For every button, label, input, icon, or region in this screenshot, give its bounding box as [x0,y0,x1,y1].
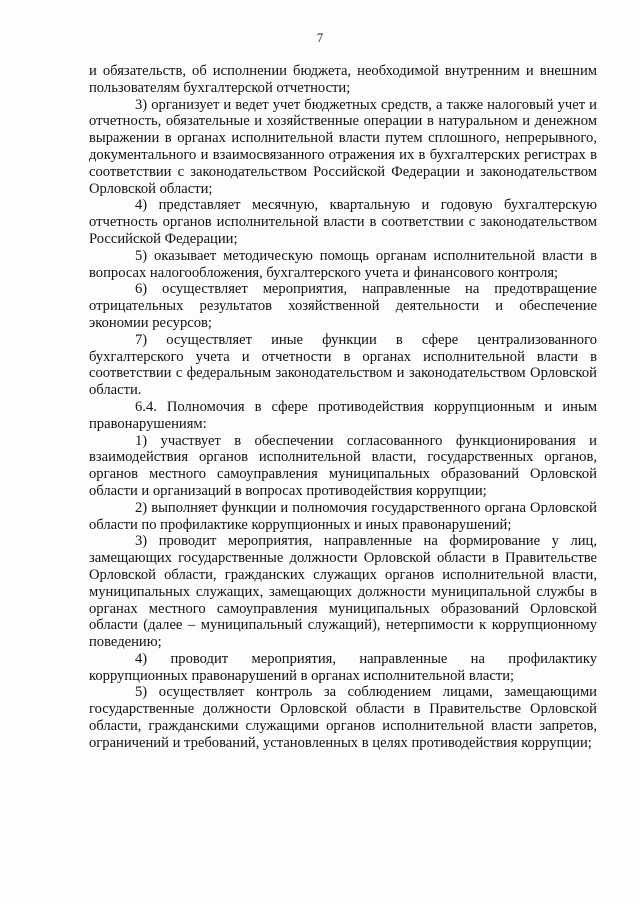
paragraph-6-4-item-1: 1) участвует в обеспечении согласованного функционирования и взаимодействия органов исполнительной власти, государственных органов, органов местного самоуправления муниципальных образований Орловской области и организаций в вопросах противодействия коррупции; [89,432,597,499]
page-number: 7 [316,30,324,45]
section-heading-6-4: 6.4. Полномочия в сфере противодействия коррупционным и иным правонарушениям: [89,398,597,432]
paragraph-item-6: 6) осуществляет мероприятия, направленные на предотвращение отрицательных результатов хозяйственной деятельности и обеспечение экономии ресурсов; [89,281,597,331]
document-body [89,63,597,752]
paragraph-continuation: и обязательств, об исполнении бюджета, необходимой внутренним и внешним пользователям бухгалтерской отчетности; [89,63,597,96]
paragraph-item-4: 4) представляет месячную, квартальную и годовую бухгалтерскую отчетность органов исполнительной власти в соответствии с законодательством Российской Федерации; [89,197,597,247]
paragraph-item-3: 3) организует и ведет учет бюджетных средств, а также налоговый учет и отчетность, обязательные и хозяйственные операции в натуральном и денежном выражении в органах исполнительной власти путем сплошного, непрерывного, документального и взаимосвязанного отражения их в бухгалтерских регистрах в соответствии с законодательством Российской Федерации и законодательством Орловской области; [89,96,597,197]
paragraph-6-4-item-5: 5) осуществляет контроль за соблюдением лицами, замещающими государственные должности Орловской области в Правительстве Орловской области, гражданскими служащими органов исполнительной власти запретов, ограничений и требований, установленных в целях противодействия коррупции; [89,684,597,751]
paragraph-item-5: 5) оказывает методическую помощь органам исполнительной власти в вопросах налогообложения, бухгалтерского учета и финансового контроля; [89,247,597,281]
paragraph-6-4-item-3: 3) проводит мероприятия, направленные на формирование у лиц, замещающих государственные должности Орловской области в Правительстве Орловской области, гражданских служащих органов исполнительной власти, муниципальных служащих, замещающих должности муниципальной службы в органах местного самоуправления муниципальных образований Орловской области (далее – муниципальный служащий), нетерпимости к коррупционному поведению; [89,533,597,651]
paragraph-item-7: 7) осуществляет иные функции в сфере централизованного бухгалтерского учета и отчетности в органах исполнительной власти в соответствии с федеральным законодательством и законодательством Орловской области. [89,331,597,399]
paragraph-6-4-item-4: 4) проводит мероприятия, направленные на профилактику коррупционных правонарушений в органах исполнительной власти; [89,650,597,684]
paragraph-6-4-item-2: 2) выполняет функции и полномочия государственного органа Орловской области по профилактике коррупционных и иных правонарушений; [89,499,597,533]
